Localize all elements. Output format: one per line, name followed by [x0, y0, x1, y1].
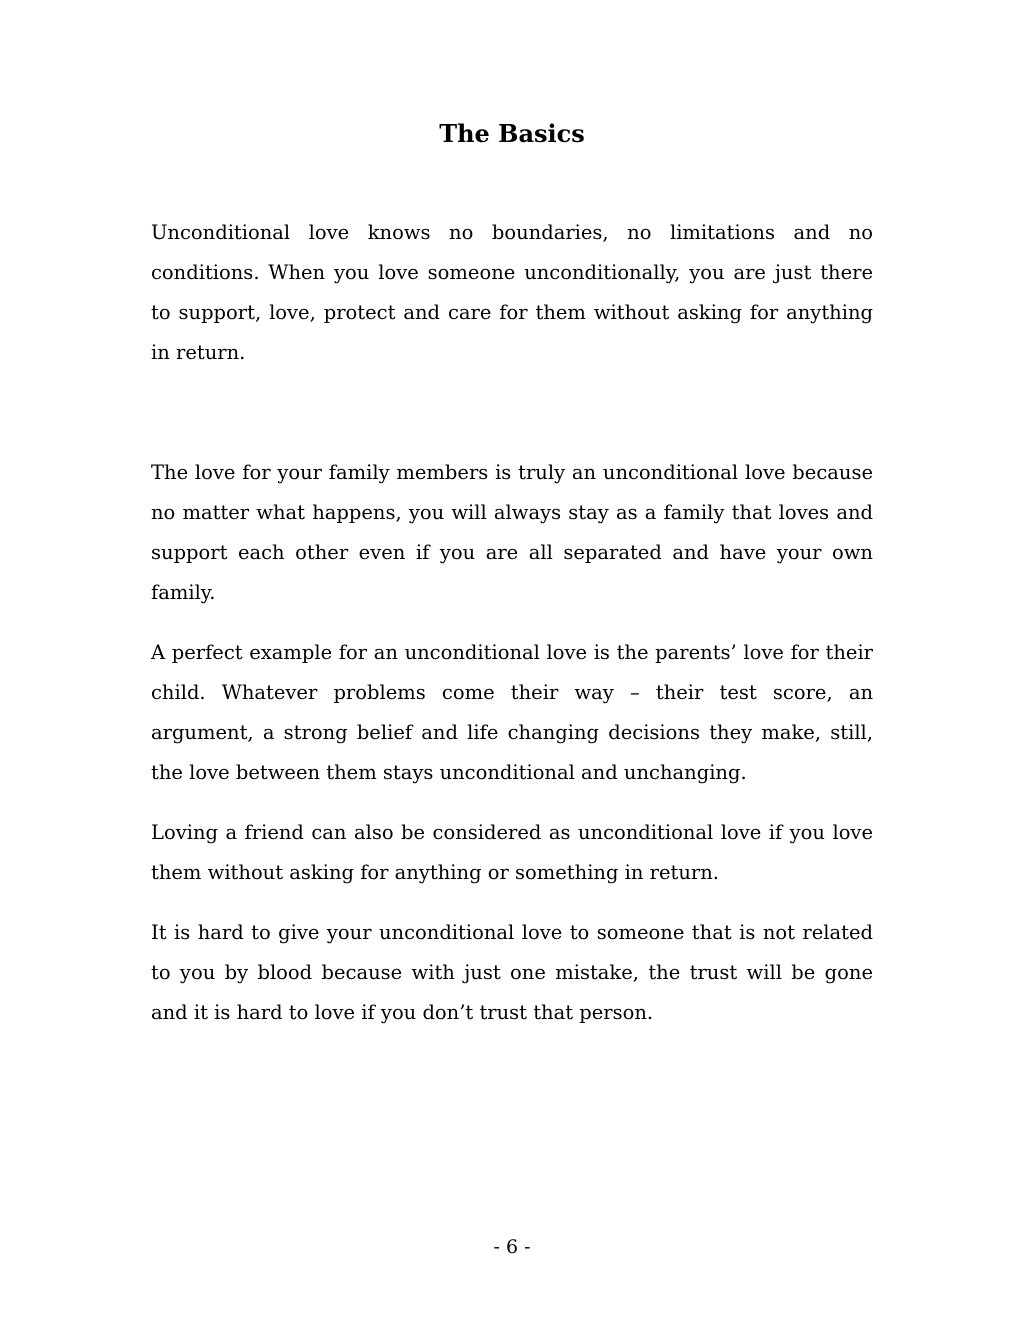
paragraph-2: The love for your family members is truly an unconditional love because no matter what happens, you will always stay as a family that loves and support each other even if you are all separated and have your own family.: [151, 461, 873, 604]
paragraph-3: A perfect example for an unconditional love is the parents’ love for their child. Whatever problems come their way – their test score, an argument, a strong belief and life changing decisions they make, still, the love between them stays unconditional and unchanging.: [151, 641, 873, 784]
paragraph-4: Loving a friend can also be considered as unconditional love if you love them without asking for anything or something in return.: [151, 821, 873, 884]
paragraph-1: Unconditional love knows no boundaries, no limitations and no conditions. When you love someone unconditionally, you are just there to support, love, protect and care for them without asking for anything in return.: [151, 221, 873, 364]
page-title: The Basics: [439, 119, 585, 148]
paragraph-5: It is hard to give your unconditional love to someone that is not related to you by blood because with just one mistake, the trust will be gone and it is hard to love if you don’t trust that person.: [151, 921, 873, 1024]
page-number: - 6 -: [493, 1236, 531, 1258]
